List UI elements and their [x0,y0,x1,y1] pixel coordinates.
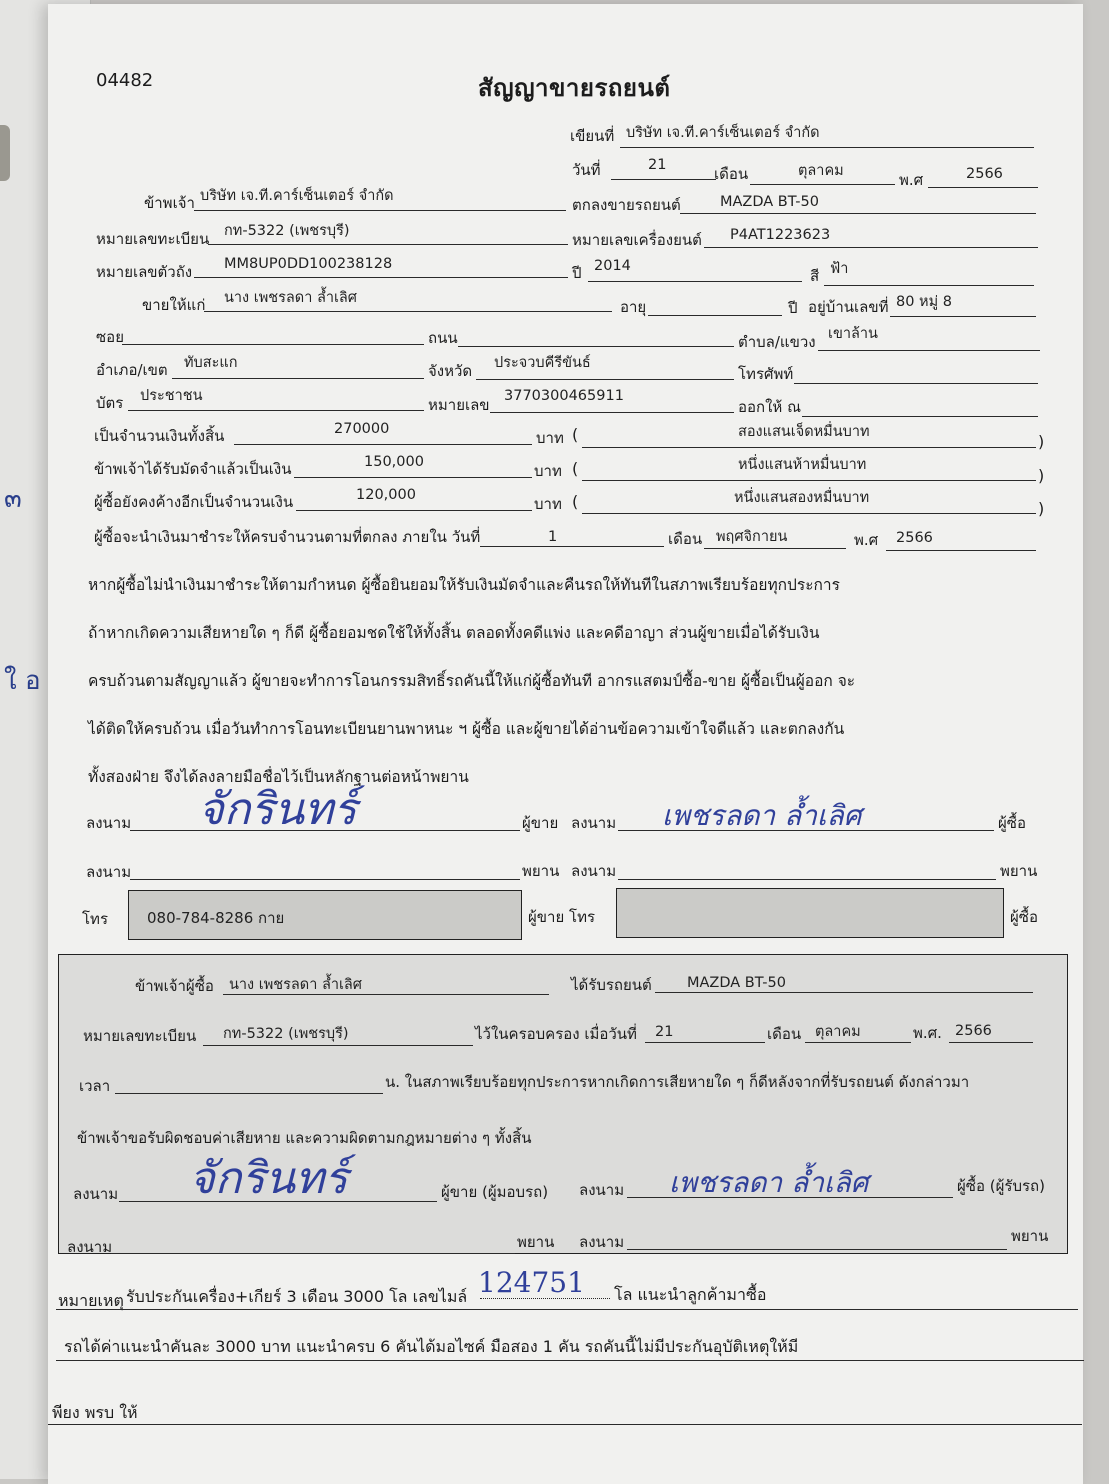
chassis-label: หมายเลขตัวถัง [96,263,193,281]
total-value: 270000 [334,421,390,437]
written-at-label: เขียนที่ [570,127,615,145]
terms-line: ทั้งสองฝ่าย จึงได้ลงลายมือชื่อไว้เป็นหลักฐานต่อหน้าพยาน [88,768,469,786]
soi-label: ซอย [96,328,124,346]
receipt-seller-role: ผู้ขาย (ผู้มอบรถ) [441,1183,549,1201]
province-label: จังหวัด [428,362,473,380]
year-label: ปี [572,264,582,282]
deposit-baht-label: บาท [534,462,562,480]
remaining-value: 120,000 [356,487,416,503]
terms-line: ครบถ้วนตามสัญญาแล้ว ผู้ขายจะทำการโอนกรรมสิทธิ์รถคันนี้ให้แก่ผู้ซื้อทันที อากรแสตมป์ซื้อ-ขาย ผู้ซื้อเป็นผู้ออก จะ [88,672,856,690]
possession-year-label: พ.ศ. [913,1024,942,1042]
responsibility-text: ข้าพเจ้าขอรับผิดชอบค่าเสียหาย และความผิดตามกฎหมายต่าง ๆ ทั้งสิ้น [77,1129,532,1147]
receipt-seller-signature: จักรินทร์ [189,1153,348,1204]
witness-role: พยาน [522,862,560,880]
document-number: 04482 [96,70,154,91]
buyer-phone-box [616,888,1004,938]
id-card-chip [0,125,10,181]
contract-paper: 04482 สัญญาขายรถยนต์ เขียนที่ บริษัท เจ.ที.คาร์เซ็นเตอร์ จำกัด วันที่ 21 เดือน ตุลาคม พ.ศ 2566 ข้าพเจ้า บริษัท เจ.ที.คาร์เซ็นเตอร์ จำกัด ตกลงขายรถยนต์ MAZDA BT-50 หมายเลขทะเบียน กท-5322 (เพชรบุรี) หมายเลขเครื่องยนต์ P4AT1223623 หมายเลขตัวถัง MM8UP0DD100238128 ปี 2014 สี ฟ้า ขายให้แก่ นาง เพชรลดา ล้ำเลิศ อายุ ปี อยู่บ้านเลขที่ 80 หมู่ 8 ซอย ถนน ตำบล/แขวง เขาล้าน อำเภอ/เขต ทับสะแก จังหวัด ประจวบคีรีขันธ์ โทรศัพท์ บัตร ประชาชน หมายเลข 3770300465911 ออกให้ ณ เป็นจำนวนเงินทั้งสิ้น 270000 บาท ( สองแสนเจ็ดหมื่นบาท ) ข้าพเจ้าได้รับมัดจำแล้วเป็นเงิน 150,000 บาท ( หนึ่งแสนห้าหมื่นบาท ) ผู้ซื้อยังคงค้างอีกเป็นจำนวนเงิน 120,000 บาท ( หนึ่งแสนสองหมื่นบาท ) ผู้ซื้อจะนำเงินมาชำระให้ครบจำนวนตามที่ตกลง ภายใน วันที่ 1 เดือน พฤศจิกายน พ.ศ 2566 หากผู้ซื้อไม่นำเงินมาชำระให้ตามกำหนด ผู้ซื้อยินยอมให้รับเงินมัดจำและคืนรถให้ทันทีในสภาพเรียบร้อยทุกประการ ถ้าหากเกิดความเสียหายใด ๆ ก็ดี ผู้ซื้อยอมชดใช้ให้ทั้งสิ้น ตลอดทั้งคดีแพ่ง และคดีอาญา ส่วนผู้ขายเมื่อได้รับเงิน ครบถ้วนตามสัญญาแล้ว ผู้ขายจะทำการโอนกรรมสิทธิ์รถคันนี้ให้แก่ผู้ซื้อทันที อากรแสตมป์ซื้อ-ขาย ผู้ซื้อเป็นผู้ออก จะ ได้ติดให้ครบถ้วน เมื่อวันทำการโอนทะเบียนยานพาหนะ ฯ ผู้ซื้อ และผู้ขายได้อ่านข้อความเข้าใจดีแล้ว และตกลงกัน ทั้งสองฝ่าย จึงได้ลงลายมือชื่อไว้เป็นหลักฐานต่อหน้าพยาน ลงนาม จักรินทร์ ผู้ขาย ลงนาม เพชรลดา ล้ำเลิศ ผู้ซื้อ ลงนาม พยาน ลงนาม พยาน โทร 080-784-8286 กาย ผู้ขาย โทร ผู้ซื้อ ข้าพเจ้าผู้ซื้อ นาง เพชรลดา ล้ำเลิศ ได้รับรถยนต์ MAZDA BT-50 หมายเลขทะเบียน กท-5322 (เพชรบุรี) ไว้ในครอบครอง เมื่อวันที่ 21 เดือน ตุลาคม พ.ศ. 2566 เวลา น. ในสภาพเรียบร้อยทุกประการหากเกิดการเสียหายใด ๆ ก็ดีหลังจากที่รับรถยนต์ ดังกล่าวมา ข้าพเจ้าขอรับผิดชอบค่าเสียหาย และความผิดตามกฎหมายต่าง ๆ ทั้งสิ้น ลงนาม จักรินทร์ ผู้ขาย (ผู้มอบรถ) ลงนาม เพชรลดา ล้ำเลิศ ผู้ซื้อ (ผู้รับรถ) ลงนาม พยาน ลงนาม พยาน หมายเหตุ รับประกันเครื่อง+เกียร์ 3 เดือน 3000 โล เลขไมล์ 124751 โล แนะนำลูกค้ามาซื้อ รถได้ค่าแนะนำคันละ 3000 บาท แนะนำครบ 6 คันได้มอไซค์ มือสอง 1 คัน รถคันนี้ไม่มีประกันอุบัติเหตุให้มี พียง พรบ ให้ [48,4,1083,1484]
due-month-label: เดือน [668,530,703,548]
sign-label: ลงนาม [73,1185,119,1203]
buyer-name-value: นาง เพชรลดา ล้ำเลิศ [224,290,358,306]
sign-label: ลงนาม [579,1233,625,1251]
possession-label: ไว้ในครอบครอง เมื่อวันที่ [475,1025,637,1043]
possession-day-value: 21 [655,1024,674,1040]
remarks-line-1: รับประกันเครื่อง+เกียร์ 3 เดือน 3000 โล เลขไมล์ [126,1287,468,1306]
sign-label: ลงนาม [579,1181,625,1199]
seller-role: ผู้ขาย [522,814,559,832]
sign-label: ลงนาม [86,863,132,881]
mileage-handwritten: 124751 [478,1266,585,1299]
remarks-line-3: พียง พรบ ให้ [52,1403,138,1422]
house-label: อยู่บ้านเลขที่ [808,298,889,316]
total-label: เป็นจำนวนเงินทั้งสิ้น [94,427,225,445]
sell-to-label: ขายให้แก่ [142,296,206,314]
sign-label: ลงนาม [571,862,617,880]
plate-label: หมายเลขทะเบียน [96,230,210,248]
page-title: สัญญาขายรถยนต์ [478,74,671,102]
id-number-label: หมายเลข [428,396,490,414]
terms-line: หากผู้ซื้อไม่นำเงินมาชำระให้ตามกำหนด ผู้ซื้อยินยอมให้รับเงินมัดจำและคืนรถให้ทันทีในสภาพเรียบร้อยทุกประการ [88,576,840,594]
vehicle-receipt-box [58,954,1068,1254]
card-label: บัตร [96,394,124,412]
terms-line: ถ้าหากเกิดความเสียหายใด ๆ ก็ดี ผู้ซื้อยอมชดใช้ให้ทั้งสิ้น ตลอดทั้งคดีแพ่ง และคดีอาญา ส่วนผู้ขายเมื่อได้รับเงิน [88,624,820,642]
due-month-value: พฤศจิกายน [716,529,788,545]
terms-line: ได้ติดให้ครบถ้วน เมื่อวันทำการโอนทะเบียนยานพาหนะ ฯ ผู้ซื้อ และผู้ขายได้อ่านข้อความเข้าใจดีแล้ว และตกลงกัน [88,720,845,738]
deposit-text-value: หนึ่งแสนห้าหมื่นบาท [738,457,867,473]
possession-year-value: 2566 [955,1023,992,1039]
province-value: ประจวบคีรีขันธ์ [494,355,591,371]
total-baht-label: บาท [536,429,564,447]
receipt-buyer-role: ผู้ซื้อ (ผู้รับรถ) [957,1177,1045,1195]
date-month-label: เดือน [714,165,749,183]
written-at-value: บริษัท เจ.ที.คาร์เซ็นเตอร์ จำกัด [626,125,820,141]
sign-label: ลงนาม [571,814,617,832]
deposit-label: ข้าพเจ้าได้รับมัดจำแล้วเป็นเงิน [94,460,292,478]
date-day-label: วันที่ [572,161,601,179]
seller-phone-box [128,890,522,940]
phone-label: โทร [82,910,109,928]
sign-label: ลงนาม [86,814,132,832]
seller-label: ข้าพเจ้า [144,194,195,212]
card-value: ประชาชน [140,388,203,404]
remaining-baht-label: บาท [534,495,562,513]
receipt-plate-value: กท-5322 (เพชรบุรี) [223,1026,349,1042]
engine-label: หมายเลขเครื่องยนต์ [572,231,702,249]
buyer-phone-role: ผู้ซื้อ [1010,908,1038,926]
car-model-value: MAZDA BT-50 [720,194,819,210]
received-car-value: MAZDA BT-50 [687,975,786,991]
remarks-label: หมายเหตุ [58,1291,124,1310]
received-car-label: ได้รับรถยนต์ [571,976,652,994]
margin-handwriting: ๓ [4,484,22,514]
remaining-label: ผู้ซื้อยังคงค้างอีกเป็นจำนวนเงิน [94,493,294,511]
due-year-value: 2566 [896,530,933,546]
buyer-signature: เพชรลดา ล้ำเลิศ [662,799,862,832]
due-year-label: พ.ศ [854,531,879,549]
total-text-value: สองแสนเจ็ดหมื่นบาท [738,424,870,440]
agree-sell-label: ตกลงขายรถยนต์ [572,196,681,214]
receipt-buyer-label: ข้าพเจ้าผู้ซื้อ [135,977,214,995]
road-label: ถนน [428,329,458,347]
margin-handwriting: ใ อ [4,666,41,696]
subdistrict-label: ตำบล/แขวง [738,333,816,351]
possession-month-label: เดือน [767,1025,802,1043]
seller-signature: จักรินทร์ [198,784,357,835]
district-value: ทับสะแก [184,355,238,371]
date-year-value: 2566 [966,166,1003,182]
seller-value: บริษัท เจ.ที.คาร์เซ็นเตอร์ จำกัด [200,188,394,204]
remaining-text-value: หนึ่งแสนสองหมื่นบาท [734,490,870,506]
remarks-line-2: รถได้ค่าแนะนำคันละ 3000 บาท แนะนำครบ 6 คันได้มอไซค์ มือสอง 1 คัน รถคันนี้ไม่มีประกันอุบัติเหตุให้มี [64,1337,799,1356]
color-value: ฟ้า [830,261,849,277]
receipt-buyer-value: นาง เพชรลดา ล้ำเลิศ [229,977,363,993]
seller-phone-value: 080-784-8286 กาย [147,909,285,927]
receipt-condition-text: น. ในสภาพเรียบร้อยทุกประการหากเกิดการเสียหายใด ๆ ก็ดีหลังจากที่รับรถยนต์ ดังกล่าวมา [385,1073,970,1091]
witness-role: พยาน [1000,862,1038,880]
year-value: 2014 [594,258,631,274]
subdistrict-value: เขาล้าน [828,326,878,342]
color-label: สี [810,267,820,285]
remarks-line-1b: โล แนะนำลูกค้ามาซื้อ [614,1285,767,1304]
years-label: ปี [788,299,798,317]
receipt-witness-role: พยาน [1011,1227,1049,1245]
date-month-value: ตุลาคม [798,163,844,179]
buyer-role: ผู้ซื้อ [998,814,1026,832]
issued-at-label: ออกให้ ณ [738,398,801,416]
chassis-value: MM8UP0DD100238128 [224,256,393,272]
date-day-value: 21 [648,157,667,173]
receipt-witness-role: พยาน [517,1233,555,1251]
deposit-value: 150,000 [364,454,424,470]
id-number-value: 3770300465911 [504,388,624,404]
due-label: ผู้ซื้อจะนำเงินมาชำระให้ครบจำนวนตามที่ตกลง ภายใน วันที่ [94,528,481,546]
engine-value: P4AT1223623 [730,227,831,243]
seller-phone-role: ผู้ขาย โทร [528,908,596,926]
phone-label: โทรศัพท์ [738,365,794,383]
district-label: อำเภอ/เขต [96,361,168,379]
receipt-plate-label: หมายเลขทะเบียน [83,1027,197,1045]
time-label: เวลา [79,1077,111,1095]
date-year-label: พ.ศ [899,171,924,189]
age-label: อายุ [620,298,647,316]
receipt-buyer-signature: เพชรลดา ล้ำเลิศ [669,1166,869,1199]
possession-month-value: ตุลาคม [815,1024,861,1040]
plate-value: กท-5322 (เพชรบุรี) [224,223,350,239]
house-value: 80 หมู่ 8 [896,294,953,310]
sign-label: ลงนาม [67,1238,113,1256]
due-day-value: 1 [548,529,558,545]
